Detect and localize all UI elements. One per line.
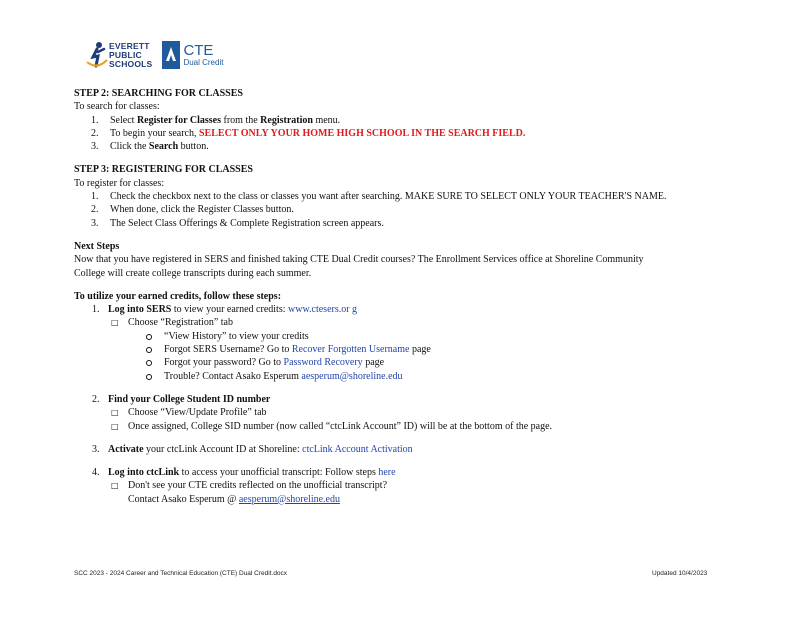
utilize-step-1-bullet: □ Choose “Registration” tab xyxy=(111,317,233,329)
list-item: □ Once assigned, College SID number (now called “ctcLink Account” ID) will be at the bottom of the page. xyxy=(111,420,553,432)
contact-email-link-2[interactable]: aesperum@shoreline.edu xyxy=(238,493,340,505)
recover-username-link[interactable]: Recover Forgotten Username xyxy=(291,344,410,356)
step3-intro: To register for classes: xyxy=(74,177,165,189)
list-item: 3. Click the Search button. xyxy=(91,141,209,153)
everett-public-schools-logo xyxy=(86,40,152,70)
list-item: □ Don't see your CTE credits reflected on the unofficial transcript? xyxy=(111,480,388,492)
list-item: 1. Select Register for Classes from the Registration menu. xyxy=(91,114,341,126)
contact-email-link[interactable]: aesperum@shoreline.edu xyxy=(301,370,403,382)
ctesers-link[interactable]: www.ctesers.or g xyxy=(288,304,358,316)
eps-line1: EVERETT xyxy=(109,40,150,51)
bullet-icon: □ xyxy=(111,318,119,328)
next-steps-line1: Now that you have registered in SERS and finished taking CTE Dual Credit courses? The Enrollment Services office at Shoreline Community xyxy=(74,254,644,266)
eps-line3: SCHOOLS xyxy=(109,58,153,69)
cte-title: CTE xyxy=(183,42,214,59)
utilize-heading: To utilize your earned credits, follow these steps: xyxy=(74,290,282,302)
cte-mark-icon xyxy=(162,41,180,69)
list-item: “View History” to view your credits xyxy=(74,330,734,343)
circle-bullet-icon xyxy=(146,334,152,340)
utilize-step-2: 2. Find your College Student ID number xyxy=(92,393,271,405)
circle-bullet-icon xyxy=(146,360,152,366)
footer-updated: Updated 10/4/2023 xyxy=(652,570,708,577)
list-item: Forgot your password? Go to Password Recovery page xyxy=(74,356,734,369)
next-steps-heading: Next Steps xyxy=(74,240,120,252)
home-school-warning: SELECT ONLY YOUR HOME HIGH SCHOOL IN THE SEARCH FIELD. xyxy=(199,127,526,139)
list-item: Forgot SERS Username? Go to Recover Forgotten Username page xyxy=(74,343,734,356)
step2-intro: To search for classes: xyxy=(74,101,160,113)
password-recovery-link[interactable]: Password Recovery xyxy=(283,357,363,369)
utilize-step-3: 3. Activate your ctcLink Account ID at Shoreline: ctcLink Account Activation xyxy=(92,443,413,455)
eps-line2: PUBLIC xyxy=(109,49,142,60)
list-item: □ Choose “View/Update Profile” tab xyxy=(111,407,267,419)
circle-bullet-icon xyxy=(146,374,152,380)
step2-list xyxy=(74,114,734,154)
utilize-step-1: 1. Log into SERS to view your earned credits: www.ctesers.or g xyxy=(92,304,358,316)
logo-bar xyxy=(86,38,223,72)
bullet-icon: □ xyxy=(111,481,119,491)
list-item: 2. To begin your search, SELECT ONLY YOUR HOME HIGH SCHOOL IN THE SEARCH FIELD. xyxy=(91,127,526,139)
bullet-icon: □ xyxy=(111,408,119,418)
bullet-icon: □ xyxy=(111,421,119,431)
list-item: 1. Check the checkbox next to the class or classes you want after searching. MAKE SURE TO SELECT ONLY YOUR TEACHER'S NAME. xyxy=(91,191,667,203)
list-item: 2. When done, click the Register Classes button. xyxy=(91,204,294,216)
cte-dual-credit-logo xyxy=(162,41,223,69)
cte-subtitle: Dual Credit xyxy=(183,58,224,67)
ctclink-activation-link[interactable]: ctcLink Account Activation xyxy=(302,443,413,455)
next-steps-line2: College will create college transcripts during each summer. xyxy=(74,267,312,279)
runner-icon xyxy=(86,40,108,70)
step3-list xyxy=(74,190,734,230)
document-body xyxy=(74,87,734,506)
here-link[interactable]: here xyxy=(378,467,396,479)
list-item: Trouble? Contact Asako Esperum aesperum@shoreline.edu xyxy=(74,370,734,383)
footer-filename: SCC 2023 - 2024 Career and Technical Education (CTE) Dual Credit.docx xyxy=(74,570,288,577)
list-item: 3. The Select Class Offerings & Complete Registration screen appears. xyxy=(91,217,384,229)
step2-heading: STEP 2: SEARCHING FOR CLASSES xyxy=(74,88,243,99)
contact-line: Contact Asako Esperum @ aesperum@shoreline.edu xyxy=(128,493,340,505)
utilize-step-4: 4. Log into ctcLink to access your unofficial transcript: Follow steps here xyxy=(92,467,396,479)
circle-bullet-icon xyxy=(146,347,152,353)
step3-heading: STEP 3: REGISTERING FOR CLASSES xyxy=(74,164,253,176)
